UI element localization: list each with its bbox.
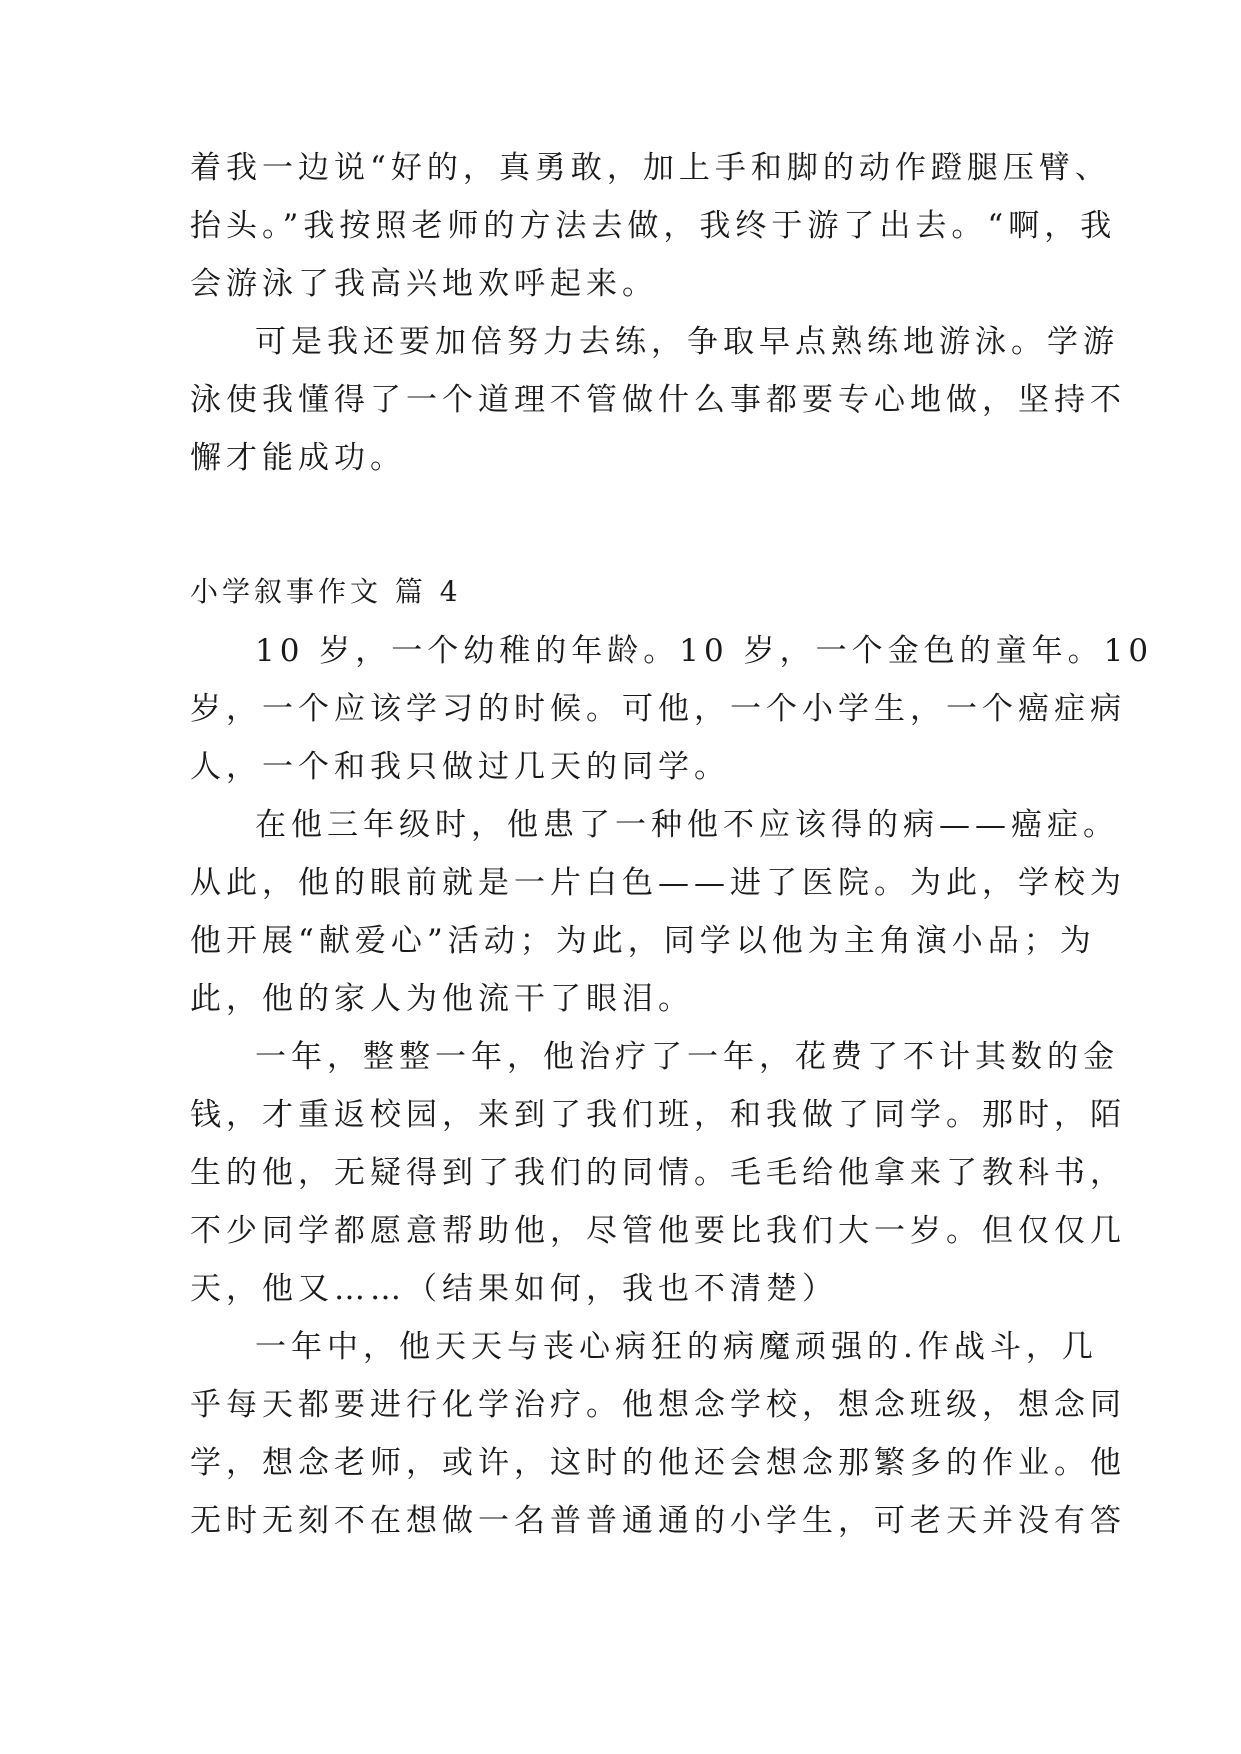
section-paragraph-2-line-2: 从此，他的眼前就是一片白色——进了医院。为此，学校为 <box>190 865 1126 901</box>
section-paragraph-4-line-1: 一年中，他天天与丧心病狂的病魔顽强的.作战斗，几 <box>255 1329 1098 1365</box>
paragraph-2-line-3: 懈才能成功。 <box>190 440 406 476</box>
section-paragraph-3-line-5: 天，他又……（结果如何，我也不清楚） <box>190 1271 838 1307</box>
paragraph-1-line-3: 会游泳了我高兴地欢呼起来。 <box>190 266 658 302</box>
section-paragraph-1-line-3: 人，一个和我只做过几天的同学。 <box>190 749 730 785</box>
section-paragraph-3-line-2: 钱，才重返校园，来到了我们班，和我做了同学。那时，陌 <box>190 1097 1126 1133</box>
section-paragraph-2-line-3: 他开展“献爱心”活动；为此，同学以他为主角演小品；为 <box>190 923 1096 959</box>
paragraph-2-line-2: 泳使我懂得了一个道理不管做什么事都要专心地做，坚持不 <box>190 382 1126 418</box>
paragraph-1-line-1: 着我一边说“好的，真勇敢，加上手和脚的动作蹬腿压臂、 <box>190 150 1111 186</box>
section-paragraph-4-line-3: 学，想念老师，或许，这时的他还会想念那繁多的作业。他 <box>190 1445 1126 1481</box>
paragraph-2-line-1: 可是我还要加倍努力去练，争取早点熟练地游泳。学游 <box>255 324 1119 360</box>
section-paragraph-2-line-1: 在他三年级时，他患了一种他不应该得的病——癌症。 <box>255 807 1119 843</box>
section-paragraph-3-line-3: 生的他，无疑得到了我们的同情。毛毛给他拿来了教科书， <box>190 1155 1126 1191</box>
section-heading: 小学叙事作文 篇 4 <box>190 575 462 608</box>
section-paragraph-1-line-1: 10 岁，一个幼稚的年龄。10 岁，一个金色的童年。10 <box>255 633 1154 669</box>
section-paragraph-3-line-4: 不少同学都愿意帮助他，尽管他要比我们大一岁。但仅仅几 <box>190 1213 1126 1249</box>
section-paragraph-4-line-2: 乎每天都要进行化学治疗。他想念学校，想念班级，想念同 <box>190 1387 1126 1423</box>
section-paragraph-4-line-4: 无时无刻不在想做一名普普通通的小学生，可老天并没有答 <box>190 1503 1126 1539</box>
section-paragraph-2-line-4: 此，他的家人为他流干了眼泪。 <box>190 981 694 1017</box>
section-paragraph-1-line-2: 岁，一个应该学习的时候。可他，一个小学生，一个癌症病 <box>190 691 1126 727</box>
paragraph-1-line-2: 抬头。”我按照老师的方法去做，我终于游了出去。“啊，我 <box>190 208 1117 244</box>
section-paragraph-3-line-1: 一年，整整一年，他治疗了一年，花费了不计其数的金 <box>255 1039 1119 1075</box>
